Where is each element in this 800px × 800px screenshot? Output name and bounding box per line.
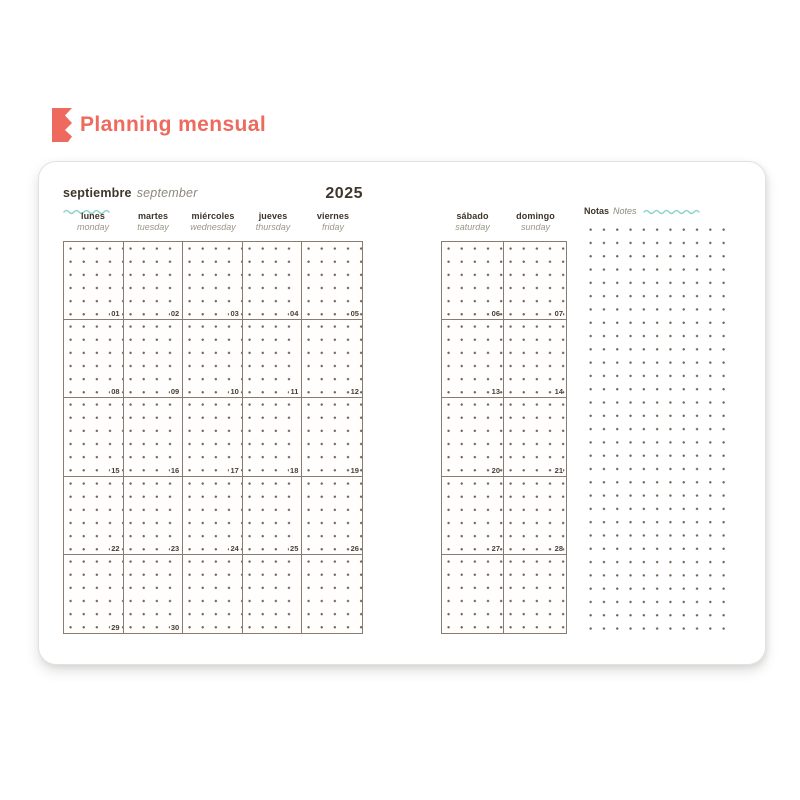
day-number: 17 <box>230 465 239 475</box>
day-cell-12 <box>302 320 362 398</box>
dow-name-english: sunday <box>520 222 551 232</box>
planner-page <box>38 161 766 665</box>
dow-header-jueves <box>243 211 303 233</box>
day-cell-16 <box>124 398 184 476</box>
day-cell-04 <box>243 242 303 320</box>
dow-header-lunes <box>63 211 123 233</box>
dow-name-spanish: martes <box>137 211 169 221</box>
dow-name-spanish: domingo <box>516 211 555 221</box>
day-number: 22 <box>111 543 120 553</box>
day-number: 13 <box>491 387 500 397</box>
day-number: 21 <box>554 465 563 475</box>
day-number: 15 <box>111 465 120 475</box>
day-number: 25 <box>290 543 299 553</box>
day-number: 29 <box>111 622 120 632</box>
day-cell-21 <box>504 398 566 476</box>
day-number: 23 <box>170 543 180 553</box>
day-cell-19 <box>302 398 362 476</box>
day-number: 03 <box>230 309 239 319</box>
day-cell-17 <box>183 398 243 476</box>
dow-name-spanish: viernes <box>316 211 350 221</box>
dow-name-english: saturday <box>455 222 490 232</box>
day-cell-11 <box>243 320 303 398</box>
dow-name-spanish: lunes <box>80 211 105 221</box>
year-label: 2025 <box>325 185 363 202</box>
day-number: 05 <box>350 309 359 319</box>
day-cell-22 <box>64 477 124 555</box>
day-cell-10 <box>183 320 243 398</box>
weekend-headers <box>441 211 567 233</box>
month-name-spanish: septiembre <box>63 186 132 200</box>
day-number: 01 <box>111 309 120 319</box>
ribbon-bookmark-icon <box>52 108 73 142</box>
notes-header <box>584 206 701 216</box>
dow-name-spanish: miércoles <box>191 211 235 221</box>
day-cell-18 <box>243 398 303 476</box>
weekday-headers <box>63 211 363 233</box>
day-number: 18 <box>290 465 299 475</box>
notes-dot-grid <box>584 223 730 631</box>
dow-name-english: wednesday <box>190 222 236 232</box>
weekday-calendar-grid <box>63 241 363 634</box>
day-cell-13 <box>442 320 504 398</box>
dow-name-english: thursday <box>255 222 291 232</box>
day-cell-29 <box>64 555 124 633</box>
day-cell-23 <box>124 477 184 555</box>
day-number: 11 <box>290 387 299 397</box>
day-cell-20 <box>442 398 504 476</box>
day-cell-empty <box>302 555 362 633</box>
day-cell-empty <box>504 555 566 633</box>
notes-label-english: Notes <box>613 206 637 216</box>
day-number: 26 <box>350 543 359 553</box>
day-number: 27 <box>491 543 500 553</box>
day-cell-30 <box>124 555 184 633</box>
day-cell-03 <box>183 242 243 320</box>
day-cell-14 <box>504 320 566 398</box>
day-cell-empty <box>243 555 303 633</box>
day-number: 24 <box>230 543 239 553</box>
day-cell-09 <box>124 320 184 398</box>
day-cell-05 <box>302 242 362 320</box>
dow-header-viernes <box>303 211 363 233</box>
dow-header-domingo <box>504 211 567 233</box>
day-cell-28 <box>504 477 566 555</box>
day-number: 02 <box>170 309 180 319</box>
dow-header-martes <box>123 211 183 233</box>
day-number: 28 <box>554 543 563 553</box>
dow-name-english: monday <box>76 222 110 232</box>
dow-name-spanish: sábado <box>456 211 489 221</box>
month-name-english: september <box>136 186 198 200</box>
day-number: 16 <box>170 465 180 475</box>
dow-name-english: friday <box>321 222 344 232</box>
day-cell-15 <box>64 398 124 476</box>
day-number: 12 <box>350 387 359 397</box>
day-number: 04 <box>290 309 299 319</box>
day-cell-empty <box>442 555 504 633</box>
day-number: 06 <box>491 309 500 319</box>
day-cell-08 <box>64 320 124 398</box>
day-number: 14 <box>554 387 563 397</box>
notes-label-spanish: Notas <box>584 206 610 216</box>
dow-header-miercoles <box>183 211 243 233</box>
day-number: 19 <box>350 465 359 475</box>
dow-name-english: tuesday <box>137 222 169 232</box>
day-cell-26 <box>302 477 362 555</box>
day-number: 10 <box>230 387 239 397</box>
wavy-line-icon <box>643 207 701 215</box>
day-cell-24 <box>183 477 243 555</box>
dow-name-spanish: jueves <box>258 211 288 221</box>
day-cell-02 <box>124 242 184 320</box>
day-cell-06 <box>442 242 504 320</box>
page-title: Planning mensual <box>80 113 267 136</box>
day-number: 07 <box>554 309 563 319</box>
day-cell-01 <box>64 242 124 320</box>
day-cell-27 <box>442 477 504 555</box>
page-heading <box>52 107 266 143</box>
dow-header-sabado <box>441 211 504 233</box>
day-number: 08 <box>111 387 120 397</box>
day-cell-25 <box>243 477 303 555</box>
day-cell-empty <box>183 555 243 633</box>
weekend-calendar-grid <box>441 241 567 634</box>
day-number: 20 <box>491 465 500 475</box>
day-number: 30 <box>170 622 180 632</box>
day-number: 09 <box>170 387 180 397</box>
day-cell-07 <box>504 242 566 320</box>
